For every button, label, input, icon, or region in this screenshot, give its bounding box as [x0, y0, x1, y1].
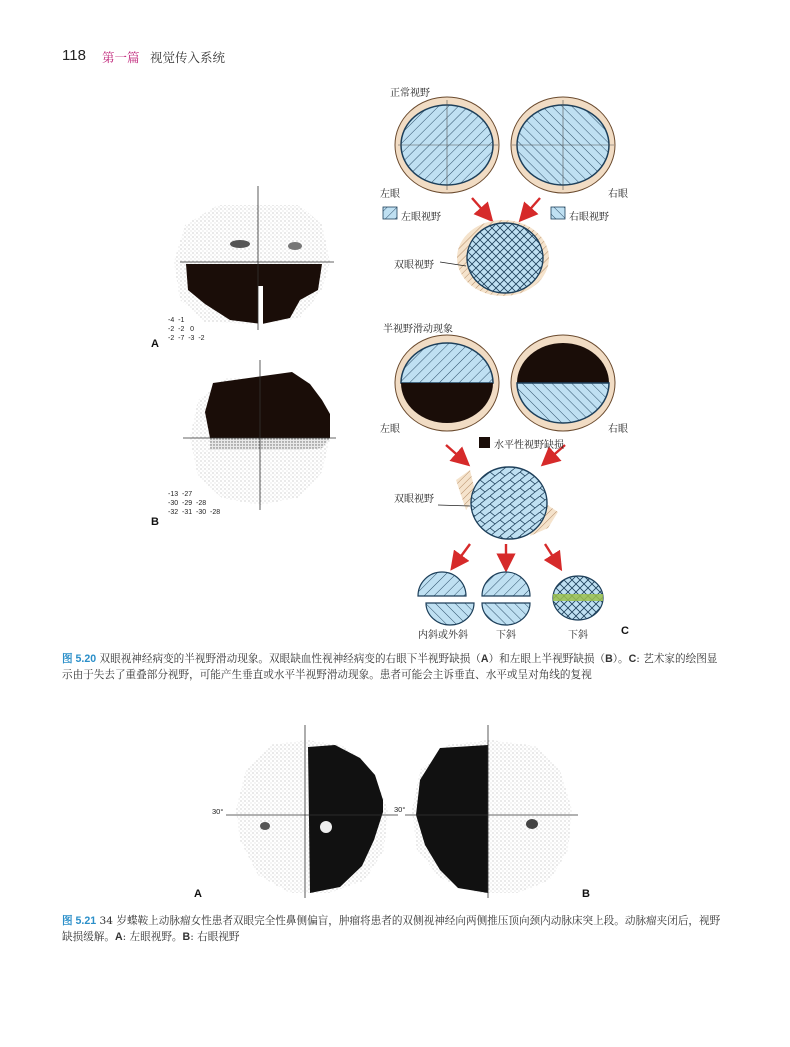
- figure-5-20-label: 图 5.20: [62, 653, 97, 665]
- hemifield-slide-title: 半视野滑动现象: [383, 324, 453, 335]
- binocular-field-label-2: 双眼视野: [394, 494, 434, 505]
- figure-5-21-caption: 图 5.21 34 岁蝶鞍上动脉瘤女性患者双眼完全性鼻侧偏盲，肿瘤将患者的双侧视神经向两侧推压顶向颈内动脉床突上段。动脉瘤夹闭后，视野缺损缓解。A: 左眼视野。B: 右眼视野: [62, 915, 721, 943]
- scale-30-left: 30°: [212, 807, 224, 816]
- outcome-esotropia-exotropia: 内斜或外斜: [418, 630, 468, 641]
- legend-right-eye-field: 右眼视野: [569, 212, 609, 223]
- figure-5-21-label: 图 5.21: [62, 915, 97, 927]
- panel-a-values: -4 -1 -2 -2 0 -2 -7 -3 -2: [168, 317, 205, 342]
- outcome-hypotropia-1: 下斜: [496, 630, 516, 641]
- visual-field-plot-a: [174, 186, 334, 330]
- part-title: 第一篇: [102, 50, 140, 65]
- right-eye-label-2: 右眼: [608, 424, 628, 435]
- figure-5-21-letter-a: A: [194, 888, 202, 900]
- scale-30-right: 30°: [394, 805, 406, 814]
- left-eye-label-2: 左眼: [380, 424, 400, 435]
- hemifield-slide-diagram: [395, 335, 615, 625]
- normal-field-title: 正常视野: [390, 88, 430, 99]
- outcome-hypotropia-2: 下斜: [568, 630, 588, 641]
- panel-a-letter: A: [151, 338, 159, 350]
- panel-b-letter: B: [151, 516, 159, 528]
- page-number: 118: [62, 47, 86, 64]
- figure-5-20-caption: 图 5.20 双眼视神经病变的半视野滑动现象。双眼缺血性视神经病变的右眼下半视野缺损（A）和左眼上半视野缺损（B）。C: 艺术家的绘图显示由于失去了重叠部分视野，可能产生垂直或水平半视野滑动现象。患者可能会主诉垂直、水平或呈对角线的复视: [62, 653, 718, 681]
- left-eye-label: 左眼: [380, 189, 400, 200]
- right-eye-label: 右眼: [608, 189, 628, 200]
- panel-c-letter: C: [621, 625, 629, 637]
- visual-field-plot-b: [183, 360, 336, 510]
- figure-5-21-letter-b: B: [582, 888, 590, 900]
- figure-5-21-right-field: [405, 725, 578, 898]
- panel-b-values: -13 -27 -30 -29 -28 -32 -31 -30 -28: [168, 491, 221, 516]
- legend-left-eye-field: 左眼视野: [401, 212, 441, 223]
- legend-horizontal-defect: 水平性视野缺损: [494, 440, 564, 451]
- section-title: 视觉传入系统: [150, 50, 226, 65]
- binocular-field-label: 双眼视野: [394, 260, 434, 271]
- figure-5-21-left-field: [226, 725, 398, 898]
